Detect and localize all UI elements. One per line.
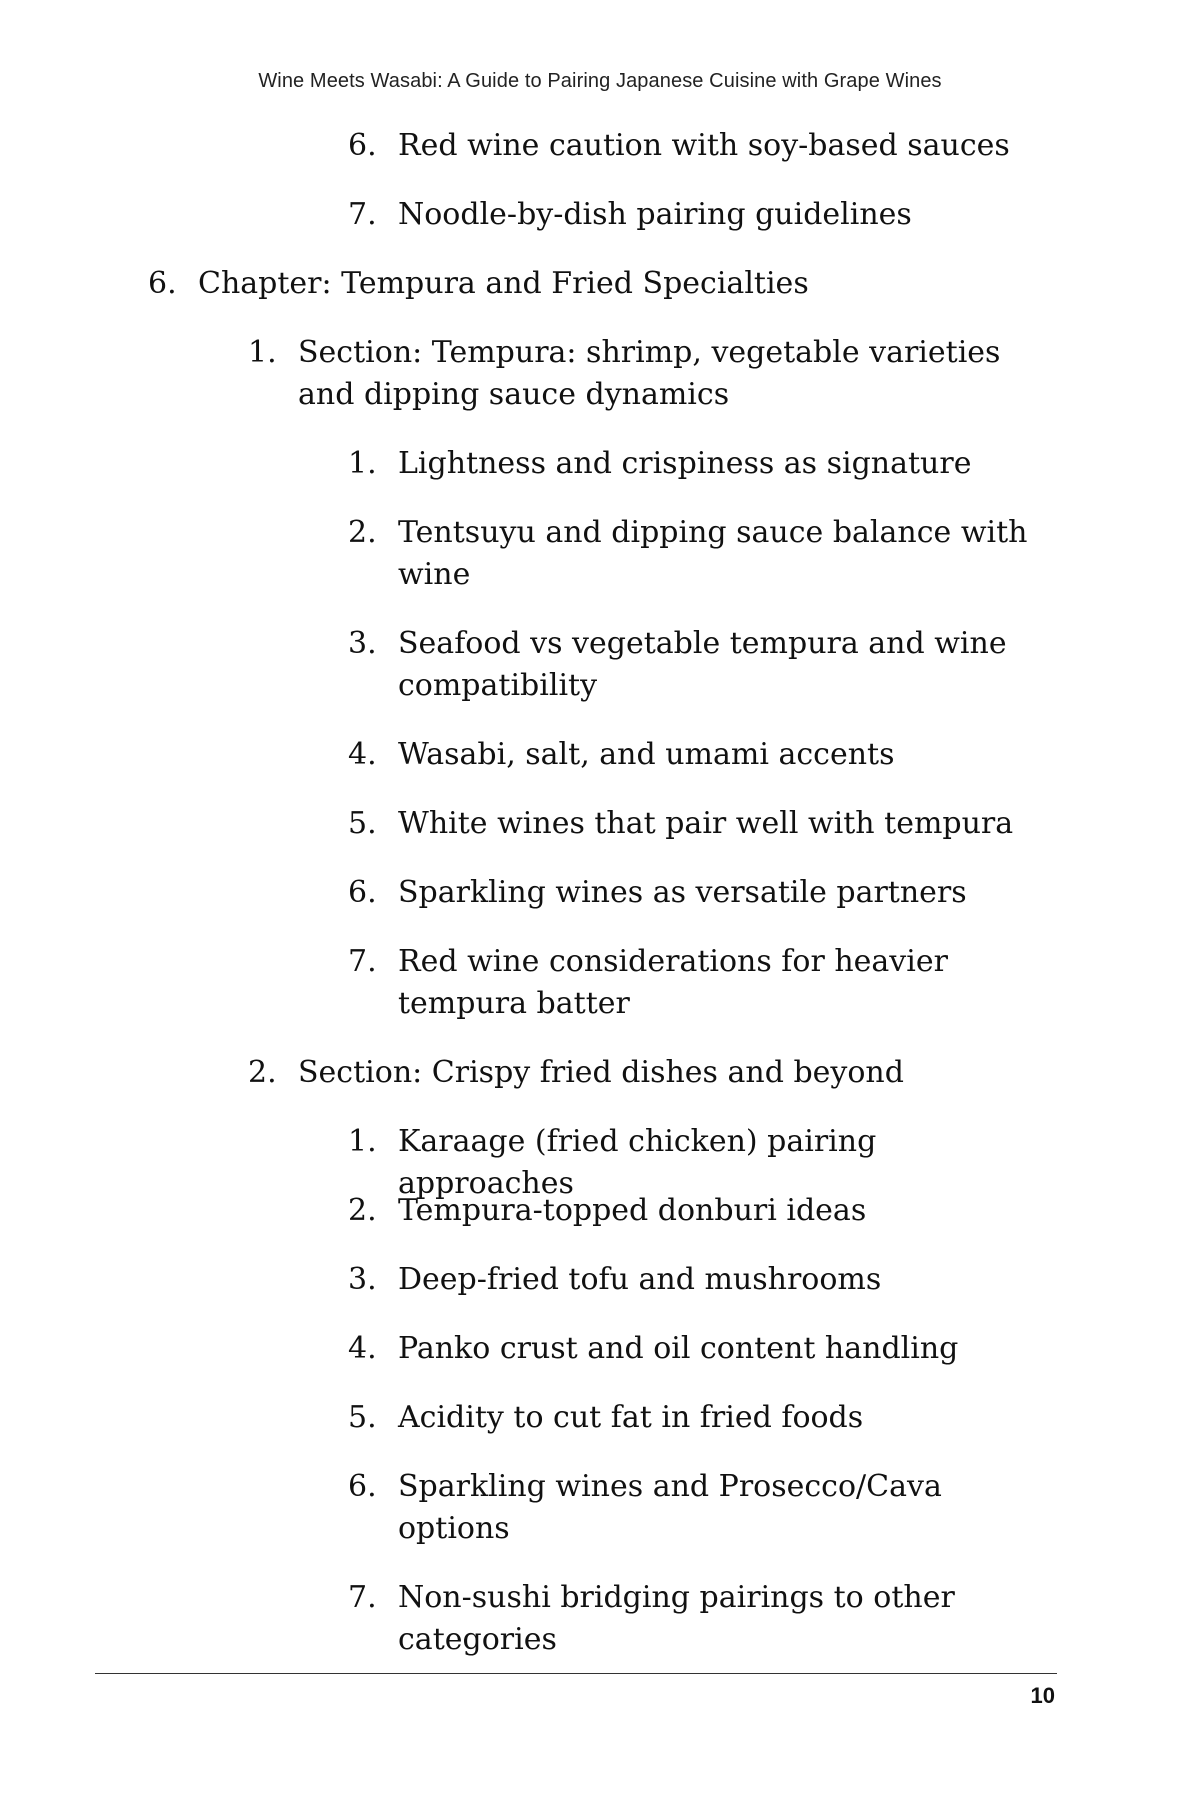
item-number: 7. [348,197,377,232]
item-number: 4. [348,737,377,772]
chapter-title: Chapter: Tempura and Fried Specialties [198,266,809,301]
item-text: Red wine caution with soy-based sauces [398,128,1010,163]
section-number: 1. [248,335,277,370]
list-item [348,1466,1048,1550]
item-number: 5. [348,806,377,841]
list-item [348,1259,1048,1301]
item-number: 6. [348,1469,377,1504]
item-number: 6. [348,128,377,163]
item-number: 1. [348,1124,377,1159]
list-item [348,941,1048,1025]
list-item [348,803,1048,845]
chapter-heading [148,263,1048,305]
item-number: 4. [348,1331,377,1366]
list-item [348,512,1048,596]
item-number: 1. [348,446,377,481]
item-text: Panko crust and oil content handling [398,1331,959,1366]
item-text: Red wine considerations for heavier tempura batter [398,944,948,1021]
section-title: Section: Tempura: shrimp, vegetable varieties and dipping sauce dynamics [298,335,1001,412]
item-number: 2. [348,1193,377,1228]
list-item [348,734,1048,776]
list-item [348,1190,1048,1232]
section-number: 2. [248,1055,277,1090]
chapter-number: 6. [148,266,177,301]
item-text: Seafood vs vegetable tempura and wine compatibility [398,626,1007,703]
item-text: Karaage (fried chicken) pairing approaches [398,1124,877,1201]
list-item [348,623,1048,707]
item-text: White wines that pair well with tempura [398,806,1014,841]
section-heading [248,332,1048,416]
section-heading [248,1052,1048,1094]
footer-rule [95,1673,1057,1674]
item-number: 7. [348,1580,377,1615]
item-text: Noodle-by-dish pairing guidelines [398,197,912,232]
list-item [348,125,1048,167]
item-text: Lightness and crispiness as signature [398,446,972,481]
list-item [348,194,1048,236]
item-number: 6. [348,875,377,910]
item-number: 3. [348,626,377,661]
item-text: Acidity to cut fat in fried foods [398,1400,864,1435]
item-number: 3. [348,1262,377,1297]
page-number: 10 [1030,1683,1055,1708]
item-text: Non-sushi bridging pairings to other categories [398,1580,955,1657]
item-text: Tentsuyu and dipping sauce balance with wine [398,515,1028,592]
item-number: 5. [348,1400,377,1435]
list-item [348,1397,1048,1439]
list-item [348,443,1048,485]
list-item [348,1577,1048,1661]
item-text: Sparkling wines as versatile partners [398,875,967,910]
running-header: Wine Meets Wasabi: A Guide to Pairing Japanese Cuisine with Grape Wines [258,70,942,92]
item-number: 2. [348,515,377,550]
section-title: Section: Crispy fried dishes and beyond [298,1055,904,1090]
item-number: 7. [348,944,377,979]
item-text: Sparkling wines and Prosecco/Cava options [398,1469,942,1546]
list-item [348,1328,1048,1370]
item-text: Tempura-topped donburi ideas [398,1193,867,1228]
item-text: Wasabi, salt, and umami accents [398,737,895,772]
item-text: Deep-fried tofu and mushrooms [398,1262,882,1297]
list-item [348,872,1048,914]
